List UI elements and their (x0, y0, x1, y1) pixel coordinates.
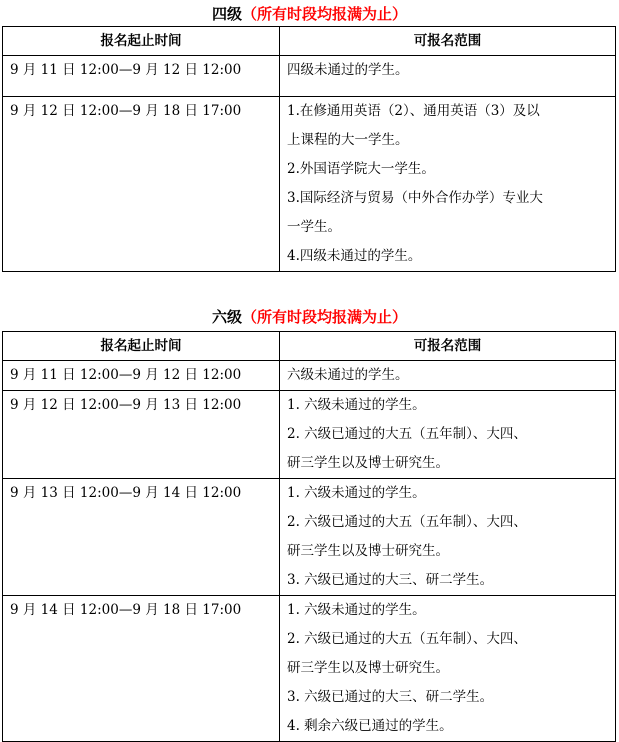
scope-cell (280, 361, 616, 391)
time-cell: 9 月 12 日 12:00—9 月 18 日 17:00 (3, 97, 280, 272)
scope-line: 1.在修通用英语（2）、通用英语（3）及以 (287, 103, 540, 119)
time-cell: 9 月 11 日 12:00—9 月 12 日 12:00 (3, 361, 280, 391)
table-row (3, 97, 616, 272)
scope-cell (280, 97, 616, 272)
scope-line: 一学生。 (287, 219, 341, 235)
time-cell: 9 月 13 日 12:00—9 月 14 日 12:00 (3, 479, 280, 596)
cet4-header-scope: 可报名范围 (280, 27, 616, 56)
scope-cell (280, 56, 616, 97)
scope-line: 4. 剩余六级已通过的学生。 (287, 718, 453, 734)
scope-line: 1. 六级未通过的学生。 (287, 602, 426, 618)
table-row (3, 391, 616, 479)
cet4-header-time: 报名起止时间 (3, 27, 280, 56)
table-row (3, 596, 616, 742)
cet6-header-scope: 可报名范围 (280, 332, 616, 361)
cet4-header-row (3, 27, 616, 56)
scope-cell (280, 479, 616, 596)
cet6-header-row (3, 332, 616, 361)
scope-line: 3. 六级已通过的大三、研二学生。 (287, 689, 494, 705)
scope-line: 研三学生以及博士研究生。 (287, 455, 449, 471)
cet4-table (2, 26, 616, 272)
scope-line: 六级未通过的学生。 (287, 367, 409, 383)
table-row (3, 361, 616, 391)
table-row (3, 56, 616, 97)
cet6-title-text: 六级 (211, 308, 242, 326)
time-cell: 9 月 12 日 12:00—9 月 13 日 12:00 (3, 391, 280, 479)
scope-line: 2. 六级已通过的大五（五年制）、大四、 (287, 426, 527, 442)
scope-line: 研三学生以及博士研究生。 (287, 543, 449, 559)
cet6-header-time: 报名起止时间 (3, 332, 280, 361)
cet6-table (2, 331, 616, 742)
cet4-title (0, 3, 619, 25)
scope-line: 1. 六级未通过的学生。 (287, 397, 426, 413)
cet4-title-text: 四级 (211, 5, 242, 23)
scope-line: 3.国际经济与贸易（中外合作办学）专业大 (287, 190, 543, 206)
scope-line: 3. 六级已通过的大三、研二学生。 (287, 572, 494, 588)
scope-cell (280, 391, 616, 479)
scope-cell (280, 596, 616, 742)
cet4-title-note: （所有时段均报满为止） (242, 5, 408, 23)
cet6-title-note: （所有时段均报满为止） (242, 308, 408, 326)
cet6-title (0, 306, 619, 328)
time-cell: 9 月 14 日 12:00—9 月 18 日 17:00 (3, 596, 280, 742)
scope-line: 2. 六级已通过的大五（五年制）、大四、 (287, 631, 527, 647)
scope-line: 4.四级未通过的学生。 (287, 248, 422, 264)
scope-line: 四级未通过的学生。 (287, 62, 409, 78)
scope-line: 研三学生以及博士研究生。 (287, 660, 449, 676)
scope-line: 2. 六级已通过的大五（五年制）、大四、 (287, 514, 527, 530)
time-cell: 9 月 11 日 12:00—9 月 12 日 12:00 (3, 56, 280, 97)
table-row (3, 479, 616, 596)
scope-line: 2.外国语学院大一学生。 (287, 161, 435, 177)
scope-line: 上课程的大一学生。 (287, 132, 409, 148)
scope-line: 1. 六级未通过的学生。 (287, 485, 426, 501)
